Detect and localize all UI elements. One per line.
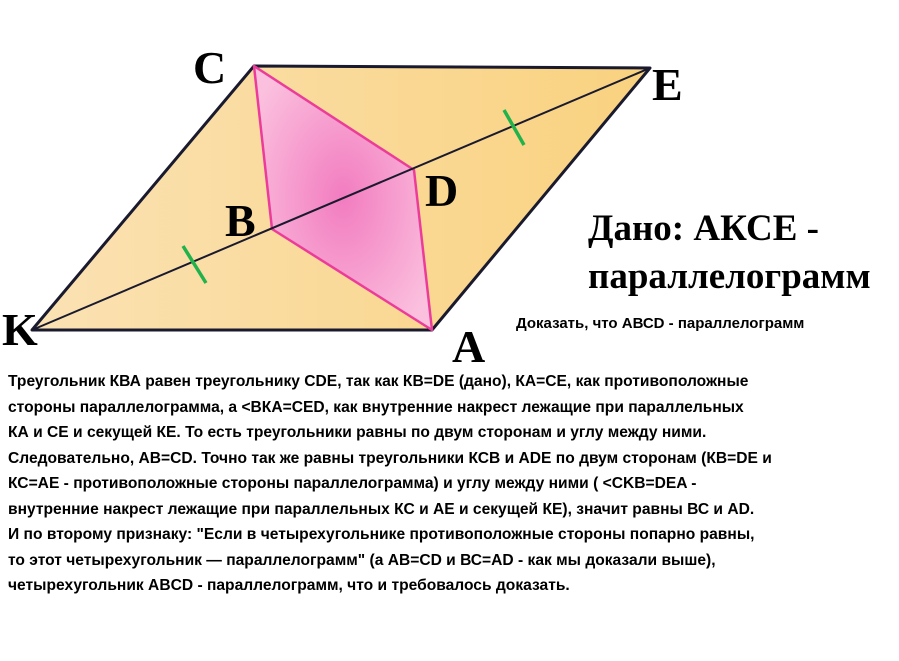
proof-line: четырехугольник ABCD - параллелограмм, что и требовалось доказать. [8,577,570,594]
proof-line: КС=АЕ - противоположные стороны параллелограмма) и углу между ними ( <CKB=DEA - [8,475,697,492]
point-label-c: C [193,42,227,93]
proof-line: И по второму признаку: "Если в четырехугольнике противоположные стороны попарно равны, [8,526,755,543]
given-statement [588,205,871,301]
point-label-e: E [652,59,683,110]
point-label-k: K [2,304,38,355]
proof-line: внутренние накрест лежащие при параллельных КС и АЕ и секущей КЕ), значит равны ВС и АD. [8,500,755,518]
given-line-2: параллелограмм [588,256,871,297]
proof-line: то этот четырехугольник — параллелограмм" (а АВ=CD и ВС=AD - как мы доказали выше), [8,551,716,569]
point-label-d: D [425,165,459,216]
point-label-a: A [452,321,486,372]
proof-line: Треугольник КВА равен треугольнику CDE, так как КВ=DЕ (дано), КА=СЕ, как противоположные [8,373,749,390]
proof-line: Следовательно, АВ=CD. Точно так же равны треугольники КСВ и АDЕ по двум сторонам (КВ=DЕ и [8,449,772,467]
proof-line: стороны параллелограмма, а <BКA=CED, как внутренние накрест лежащие при параллельных [8,398,744,416]
proof-text [8,369,893,599]
prove-statement: Доказать, что АВСD - параллелограмм [516,315,805,332]
given-line-1: Дано: АКСЕ - [588,208,819,249]
proof-line: КА и СЕ и секущей КЕ. То есть треугольники равны по двум сторонам и углу между ними. [8,424,707,441]
point-label-b: B [225,195,256,246]
